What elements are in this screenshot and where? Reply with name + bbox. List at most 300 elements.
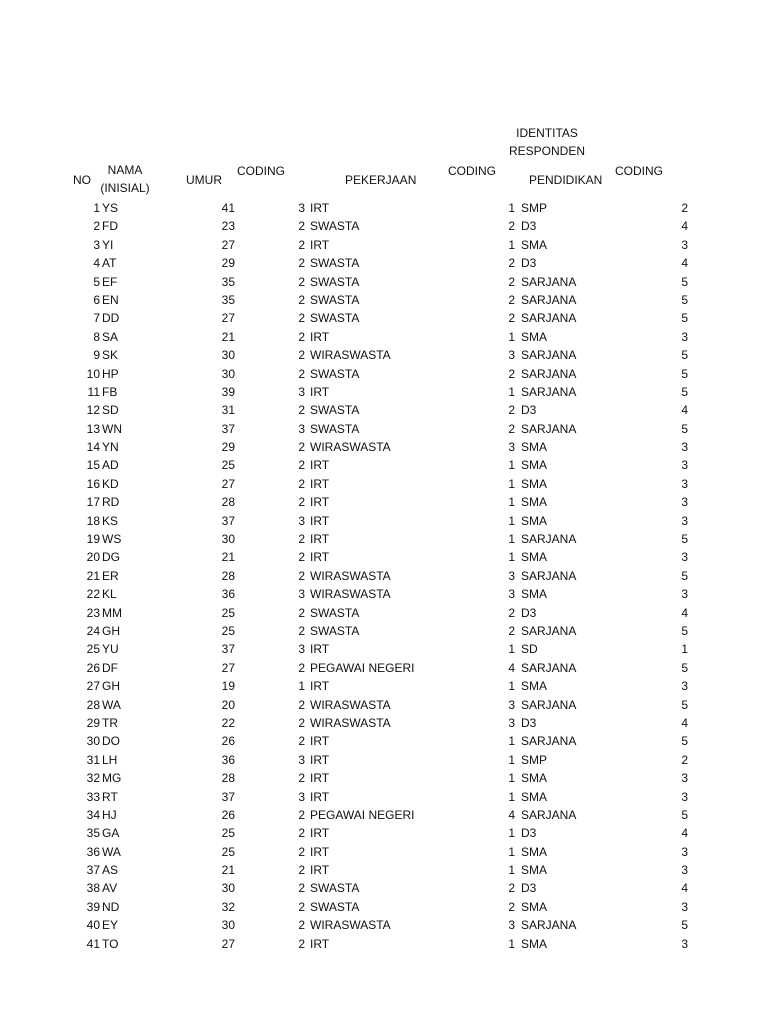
data-table-body (0, 199, 768, 953)
cell-coding-pekerjaan: 2 (298, 771, 305, 786)
cell-coding-pendidikan: 1 (508, 679, 515, 694)
table-row (0, 346, 768, 364)
cell-umur: 41 (221, 201, 235, 215)
cell-coding-pendidikan: 1 (508, 863, 515, 878)
cell-pendidikan: D3 (521, 605, 537, 620)
header-pendidikan: PENDIDIKAN (529, 173, 603, 187)
cell-nama: DO (102, 734, 120, 749)
table-row (0, 217, 768, 235)
cell-umur: 30 (221, 532, 235, 547)
cell-pendidikan: D3 (521, 219, 537, 234)
cell-no: 10 (86, 366, 100, 381)
cell-nama: AT (102, 256, 117, 271)
cell-coding-3: 3 (681, 863, 688, 878)
cell-coding-pendidikan: 1 (508, 771, 515, 786)
cell-pendidikan: SMA (521, 789, 548, 804)
cell-pendidikan: D3 (521, 256, 537, 271)
header-umur: UMUR (186, 173, 222, 187)
header-nama-line2: (INISIAL) (100, 181, 150, 195)
cell-coding-pekerjaan: 2 (298, 274, 305, 289)
cell-pekerjaan: IRT (310, 532, 330, 547)
cell-pekerjaan: IRT (310, 844, 330, 859)
cell-coding-3: 3 (681, 440, 688, 455)
cell-umur: 21 (221, 863, 235, 878)
cell-coding-3: 4 (681, 403, 688, 418)
cell-umur: 30 (221, 348, 235, 363)
cell-nama: HJ (102, 807, 117, 822)
cell-pendidikan: SARJANA (521, 918, 577, 933)
cell-coding-3: 3 (681, 550, 688, 565)
cell-coding-pendidikan: 3 (508, 697, 515, 712)
cell-nama: HP (102, 366, 119, 381)
cell-coding-pendidikan: 1 (508, 476, 515, 491)
cell-coding-3: 3 (681, 679, 688, 694)
cell-nama: EF (102, 274, 118, 289)
cell-coding-3: 5 (681, 918, 688, 933)
cell-pekerjaan: IRT (310, 513, 330, 528)
cell-nama: WN (102, 421, 122, 436)
cell-no: 37 (86, 863, 100, 878)
cell-pekerjaan: IRT (310, 642, 330, 657)
cell-nama: LH (102, 752, 118, 767)
cell-umur: 21 (221, 329, 235, 344)
cell-no: 15 (86, 458, 100, 473)
cell-pendidikan: SMA (521, 329, 548, 344)
cell-pekerjaan: PEGAWAI NEGERI (310, 660, 415, 675)
cell-umur: 39 (221, 384, 235, 399)
cell-coding-pendidikan: 1 (508, 734, 515, 749)
cell-pekerjaan: SWASTA (310, 292, 360, 307)
cell-nama: YI (102, 237, 114, 252)
cell-pendidikan: SMA (521, 458, 548, 473)
cell-pendidikan: SARJANA (521, 348, 577, 363)
cell-coding-pekerjaan: 1 (298, 679, 305, 694)
table-row (0, 769, 768, 787)
cell-pekerjaan: IRT (310, 789, 330, 804)
cell-pendidikan: SARJANA (521, 807, 577, 822)
cell-umur: 30 (221, 918, 235, 933)
cell-coding-pekerjaan: 2 (298, 329, 305, 344)
table-row (0, 273, 768, 291)
cell-coding-3: 3 (681, 513, 688, 528)
cell-umur: 36 (221, 587, 235, 602)
cell-pendidikan: SARJANA (521, 311, 577, 326)
cell-coding-pekerjaan: 2 (298, 660, 305, 675)
cell-no: 3 (93, 237, 100, 252)
header-coding-1: CODING (237, 164, 285, 178)
cell-no: 27 (86, 679, 100, 694)
cell-umur: 35 (221, 274, 235, 289)
cell-nama: YN (102, 440, 119, 455)
table-row (0, 291, 768, 309)
header-nama-line1: NAMA (107, 163, 143, 177)
cell-coding-pekerjaan: 3 (298, 201, 305, 215)
cell-umur: 22 (221, 715, 235, 730)
cell-coding-pekerjaan: 2 (298, 440, 305, 455)
cell-coding-3: 3 (681, 329, 688, 344)
cell-no: 39 (86, 899, 100, 914)
cell-umur: 27 (221, 476, 235, 491)
cell-coding-pendidikan: 1 (508, 384, 515, 399)
table-row (0, 365, 768, 383)
cell-coding-pekerjaan: 2 (298, 881, 305, 896)
cell-coding-3: 5 (681, 311, 688, 326)
cell-pekerjaan: IRT (310, 826, 330, 841)
cell-pekerjaan: IRT (310, 495, 330, 510)
cell-pendidikan: SMA (521, 440, 548, 455)
cell-no: 29 (86, 715, 100, 730)
cell-pekerjaan: IRT (310, 863, 330, 878)
cell-pekerjaan: WIRASWASTA (310, 440, 391, 455)
header-pekerjaan: PEKERJAAN (345, 173, 417, 187)
cell-coding-3: 5 (681, 697, 688, 712)
cell-umur: 20 (221, 697, 235, 712)
cell-coding-pendidikan: 3 (508, 440, 515, 455)
cell-umur: 31 (221, 403, 235, 418)
table-row (0, 493, 768, 511)
cell-pendidikan: SMA (521, 476, 548, 491)
cell-coding-pendidikan: 2 (508, 292, 515, 307)
cell-pendidikan: SMA (521, 495, 548, 510)
table-row (0, 732, 768, 750)
cell-no: 28 (86, 697, 100, 712)
cell-umur: 25 (221, 458, 235, 473)
cell-no: 31 (86, 752, 100, 767)
header-coding-2: CODING (448, 164, 496, 178)
table-row (0, 236, 768, 254)
cell-coding-3: 5 (681, 807, 688, 822)
cell-coding-3: 4 (681, 826, 688, 841)
cell-umur: 37 (221, 421, 235, 436)
cell-pendidikan: D3 (521, 715, 537, 730)
cell-pekerjaan: IRT (310, 550, 330, 565)
cell-nama: WA (102, 844, 121, 859)
cell-coding-pekerjaan: 2 (298, 936, 305, 951)
cell-coding-pekerjaan: 3 (298, 752, 305, 767)
cell-coding-pekerjaan: 3 (298, 642, 305, 657)
cell-coding-3: 4 (681, 715, 688, 730)
header-coding-3: CODING (615, 164, 663, 178)
cell-coding-3: 5 (681, 568, 688, 583)
cell-coding-pendidikan: 3 (508, 918, 515, 933)
table-row (0, 438, 768, 456)
cell-nama: AS (102, 863, 119, 878)
cell-pendidikan: SARJANA (521, 384, 577, 399)
cell-pekerjaan: IRT (310, 936, 330, 951)
cell-no: 12 (86, 403, 100, 418)
cell-pekerjaan: IRT (310, 458, 330, 473)
cell-nama: FD (102, 219, 118, 234)
cell-coding-pekerjaan: 2 (298, 532, 305, 547)
cell-no: 25 (86, 642, 100, 657)
cell-nama: FB (102, 384, 118, 399)
cell-no: 17 (86, 495, 100, 510)
cell-nama: TO (102, 936, 119, 951)
cell-pekerjaan: SWASTA (310, 899, 360, 914)
cell-pendidikan: SARJANA (521, 421, 577, 436)
table-row (0, 512, 768, 530)
cell-coding-pekerjaan: 2 (298, 403, 305, 418)
cell-coding-pekerjaan: 2 (298, 899, 305, 914)
cell-umur: 26 (221, 734, 235, 749)
cell-coding-pekerjaan: 2 (298, 844, 305, 859)
cell-pendidikan: SMA (521, 237, 548, 252)
table-row (0, 199, 768, 217)
cell-pekerjaan: IRT (310, 201, 330, 215)
cell-coding-pendidikan: 1 (508, 936, 515, 951)
cell-pekerjaan: SWASTA (310, 256, 360, 271)
group-title-responden: RESPONDEN (508, 144, 585, 158)
cell-no: 5 (93, 274, 100, 289)
cell-pekerjaan: WIRASWASTA (310, 715, 391, 730)
cell-pendidikan: SMA (521, 771, 548, 786)
cell-nama: TR (102, 715, 118, 730)
cell-nama: KD (102, 476, 119, 491)
cell-nama: KL (102, 587, 117, 602)
cell-nama: ER (102, 568, 119, 583)
cell-umur: 28 (221, 495, 235, 510)
cell-coding-3: 2 (681, 752, 688, 767)
cell-coding-pendidikan: 2 (508, 366, 515, 381)
cell-umur: 21 (221, 550, 235, 565)
cell-pendidikan: SARJANA (521, 623, 577, 638)
cell-coding-3: 3 (681, 237, 688, 252)
cell-coding-pendidikan: 3 (508, 587, 515, 602)
cell-coding-pekerjaan: 2 (298, 918, 305, 933)
table-row (0, 309, 768, 327)
cell-nama: YU (102, 642, 119, 657)
cell-no: 36 (86, 844, 100, 859)
cell-pekerjaan: WIRASWASTA (310, 918, 391, 933)
cell-coding-pendidikan: 2 (508, 311, 515, 326)
cell-nama: GA (102, 826, 120, 841)
cell-pendidikan: SARJANA (521, 660, 577, 675)
cell-coding-pekerjaan: 3 (298, 587, 305, 602)
table-row (0, 843, 768, 861)
cell-pendidikan: SARJANA (521, 292, 577, 307)
cell-pekerjaan: WIRASWASTA (310, 587, 391, 602)
cell-nama: AV (102, 881, 118, 896)
cell-no: 20 (86, 550, 100, 565)
cell-nama: SD (102, 403, 119, 418)
cell-coding-3: 5 (681, 274, 688, 289)
cell-no: 13 (86, 421, 100, 436)
cell-coding-pendidikan: 1 (508, 789, 515, 804)
table-row (0, 696, 768, 714)
cell-pendidikan: SD (521, 642, 538, 657)
cell-coding-3: 5 (681, 623, 688, 638)
cell-pendidikan: SMA (521, 844, 548, 859)
cell-coding-3: 3 (681, 844, 688, 859)
cell-coding-pendidikan: 2 (508, 219, 515, 234)
cell-coding-pendidikan: 2 (508, 881, 515, 896)
table-row (0, 861, 768, 879)
cell-coding-pendidikan: 1 (508, 201, 515, 215)
cell-umur: 23 (221, 219, 235, 234)
cell-coding-3: 3 (681, 936, 688, 951)
cell-pekerjaan: IRT (310, 476, 330, 491)
cell-coding-pekerjaan: 2 (298, 311, 305, 326)
cell-umur: 37 (221, 642, 235, 657)
cell-pekerjaan: IRT (310, 237, 330, 252)
cell-coding-pendidikan: 1 (508, 826, 515, 841)
cell-coding-pendidikan: 1 (508, 844, 515, 859)
table-row (0, 935, 768, 953)
cell-coding-pekerjaan: 2 (298, 863, 305, 878)
cell-no: 11 (87, 384, 100, 399)
table-row (0, 714, 768, 732)
cell-coding-3: 5 (681, 366, 688, 381)
cell-pekerjaan: SWASTA (310, 881, 360, 896)
cell-umur: 27 (221, 936, 235, 951)
cell-coding-pekerjaan: 2 (298, 476, 305, 491)
cell-umur: 25 (221, 826, 235, 841)
cell-pendidikan: SARJANA (521, 568, 577, 583)
cell-pekerjaan: IRT (310, 771, 330, 786)
cell-coding-3: 5 (681, 292, 688, 307)
cell-umur: 37 (221, 789, 235, 804)
cell-coding-3: 5 (681, 384, 688, 399)
cell-no: 21 (86, 568, 100, 583)
cell-nama: RT (102, 789, 118, 804)
cell-nama: YS (102, 201, 119, 215)
table-row (0, 383, 768, 401)
cell-nama: RD (102, 495, 120, 510)
cell-coding-pekerjaan: 2 (298, 237, 305, 252)
table-row (0, 916, 768, 934)
cell-umur: 27 (221, 660, 235, 675)
cell-coding-3: 4 (681, 256, 688, 271)
cell-coding-pendidikan: 1 (508, 237, 515, 252)
table-row (0, 420, 768, 438)
cell-coding-pendidikan: 1 (508, 532, 515, 547)
cell-umur: 27 (221, 237, 235, 252)
cell-pendidikan: SMA (521, 679, 548, 694)
cell-coding-pendidikan: 2 (508, 403, 515, 418)
cell-nama: SK (102, 348, 119, 363)
group-title-identitas: IDENTITAS (516, 126, 578, 140)
cell-pekerjaan: SWASTA (310, 623, 360, 638)
cell-umur: 35 (221, 292, 235, 307)
cell-coding-3: 3 (681, 587, 688, 602)
cell-umur: 36 (221, 752, 235, 767)
cell-coding-pekerjaan: 2 (298, 550, 305, 565)
cell-coding-pekerjaan: 2 (298, 826, 305, 841)
cell-pendidikan: SMA (521, 863, 548, 878)
cell-coding-3: 4 (681, 881, 688, 896)
cell-coding-pekerjaan: 2 (298, 458, 305, 473)
table-row (0, 254, 768, 272)
table-row (0, 640, 768, 658)
cell-coding-3: 4 (681, 605, 688, 620)
cell-no: 30 (86, 734, 100, 749)
cell-coding-pendidikan: 1 (508, 495, 515, 510)
cell-coding-3: 4 (681, 219, 688, 234)
cell-coding-pekerjaan: 2 (298, 605, 305, 620)
cell-coding-3: 3 (681, 495, 688, 510)
cell-coding-3: 5 (681, 421, 688, 436)
cell-nama: EN (102, 292, 119, 307)
table-row (0, 530, 768, 548)
cell-umur: 19 (221, 679, 235, 694)
cell-coding-pekerjaan: 2 (298, 366, 305, 381)
cell-coding-pekerjaan: 2 (298, 715, 305, 730)
cell-umur: 37 (221, 513, 235, 528)
table-row (0, 879, 768, 897)
cell-no: 6 (93, 292, 100, 307)
cell-pendidikan: SMA (521, 899, 548, 914)
cell-pekerjaan: IRT (310, 679, 330, 694)
cell-coding-pendidikan: 2 (508, 623, 515, 638)
cell-pekerjaan: PEGAWAI NEGERI (310, 807, 415, 822)
cell-umur: 32 (221, 899, 235, 914)
cell-umur: 26 (221, 807, 235, 822)
cell-pendidikan: SMP (521, 752, 548, 767)
cell-nama: EY (102, 918, 119, 933)
cell-no: 26 (86, 660, 100, 675)
cell-umur: 30 (221, 881, 235, 896)
cell-coding-pendidikan: 2 (508, 605, 515, 620)
table-row (0, 788, 768, 806)
cell-coding-pendidikan: 2 (508, 274, 515, 289)
cell-coding-pendidikan: 3 (508, 348, 515, 363)
cell-umur: 29 (221, 440, 235, 455)
table-row (0, 806, 768, 824)
table-row (0, 751, 768, 769)
cell-nama: KS (102, 513, 119, 528)
cell-pendidikan: D3 (521, 403, 537, 418)
cell-coding-pekerjaan: 3 (298, 513, 305, 528)
cell-umur: 30 (221, 366, 235, 381)
cell-coding-3: 5 (681, 660, 688, 675)
cell-coding-pekerjaan: 2 (298, 697, 305, 712)
cell-coding-pendidikan: 1 (508, 752, 515, 767)
cell-no: 41 (86, 936, 100, 951)
cell-pekerjaan: SWASTA (310, 219, 360, 234)
cell-pekerjaan: WIRASWASTA (310, 568, 391, 583)
table-row (0, 677, 768, 695)
cell-coding-3: 1 (681, 642, 688, 657)
cell-no: 40 (86, 918, 100, 933)
cell-coding-3: 2 (681, 201, 688, 215)
cell-coding-pendidikan: 4 (508, 807, 515, 822)
cell-coding-3: 3 (681, 476, 688, 491)
cell-umur: 25 (221, 844, 235, 859)
cell-umur: 29 (221, 256, 235, 271)
cell-pendidikan: SMA (521, 936, 548, 951)
cell-nama: DG (102, 550, 120, 565)
header-no: NO (73, 173, 91, 187)
cell-coding-3: 5 (681, 734, 688, 749)
cell-coding-pekerjaan: 3 (298, 421, 305, 436)
cell-no: 18 (86, 513, 100, 528)
cell-coding-pendidikan: 1 (508, 329, 515, 344)
cell-pekerjaan: SWASTA (310, 274, 360, 289)
cell-no: 7 (93, 311, 100, 326)
cell-umur: 28 (221, 771, 235, 786)
cell-coding-pendidikan: 1 (508, 458, 515, 473)
cell-no: 4 (93, 256, 100, 271)
cell-pekerjaan: SWASTA (310, 605, 360, 620)
cell-pekerjaan: IRT (310, 384, 330, 399)
cell-nama: AD (102, 458, 119, 473)
cell-no: 33 (86, 789, 100, 804)
cell-nama: GH (102, 679, 120, 694)
table-row (0, 659, 768, 677)
cell-pendidikan: SARJANA (521, 274, 577, 289)
table-row (0, 604, 768, 622)
cell-nama: DD (102, 311, 120, 326)
